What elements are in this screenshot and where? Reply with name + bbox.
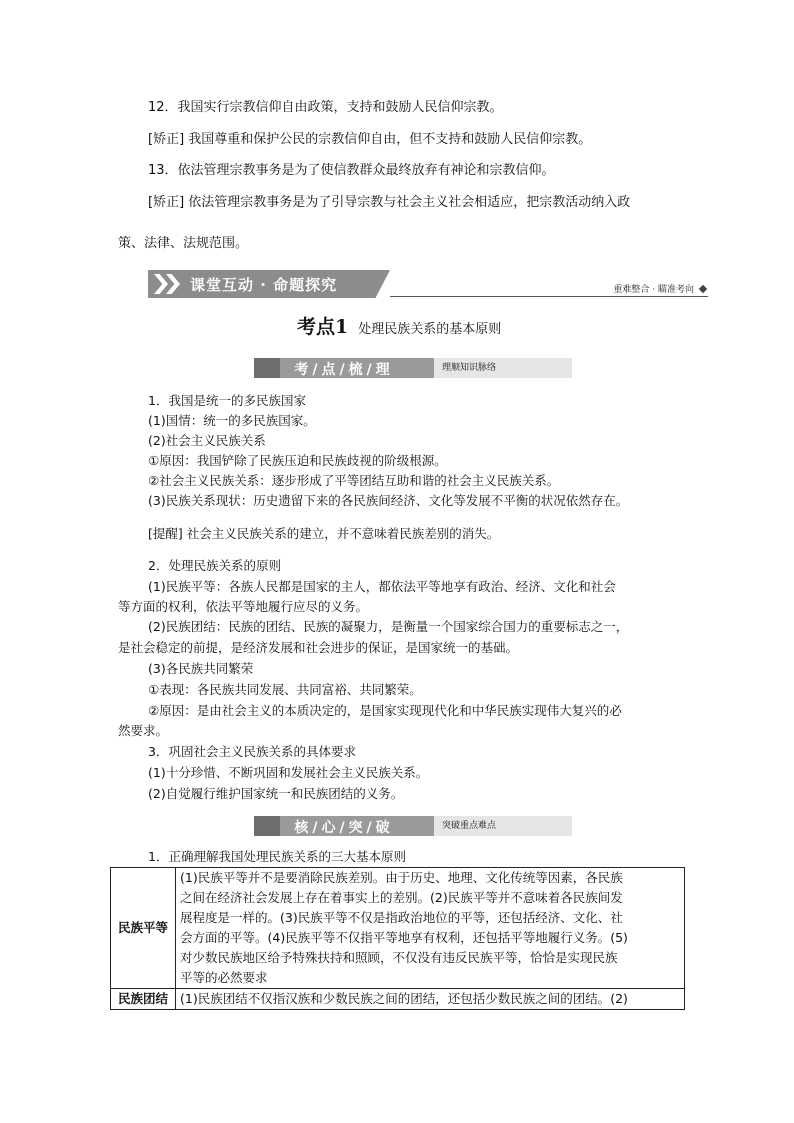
reminder-note: [提醒] 社会主义民族关系的建立，并不意味着民族差别的消失。 [148, 526, 500, 541]
section-2-line: (1)民族平等：各族人民都是国家的主人，都依法平等地享有政治、经济、文化和社会 [148, 579, 616, 594]
correction-13-line-1: [矫正] 依法管理宗教事务是为了引导宗教与社会主义社会相适应，把宗教活动纳入政 [148, 195, 631, 210]
row-content-line: 对少数民族地区给予特殊扶持和照顾，不仅没有违反民族平等，恰恰是实现民族 [180, 950, 618, 965]
section-3-line: (2)自觉履行维护国家统一和民族团结的义务。 [148, 786, 404, 801]
subsection-subtitle: 理顺知识脉络 [434, 358, 572, 378]
banner-rule [390, 296, 708, 297]
topic-heading [297, 312, 501, 339]
correction-12: [矫正] 我国尊重和保护公民的宗教信仰自由，但不支持和鼓励人民信仰宗教。 [148, 132, 592, 147]
section-2-line: ②原因：是由社会主义的本质决定的，是国家实现现代化和中华民族实现伟大复兴的必 [148, 703, 622, 718]
section-1-line: ②社会主义民族关系：逐步形成了平等团结互助和谐的社会主义民族关系。 [148, 473, 560, 488]
diamond-icon [699, 285, 707, 293]
subsection-banner-core [254, 816, 572, 836]
row-label: 民族平等 [111, 868, 176, 989]
core-heading: 1．正确理解我国处理民族关系的三大基本原则 [148, 849, 406, 864]
principles-table [110, 867, 685, 1010]
question-12: 12．我国实行宗教信仰自由政策，支持和鼓励人民信仰宗教。 [148, 100, 503, 115]
subsection-bar [254, 816, 434, 836]
section-2-line: 然要求。 [118, 723, 169, 738]
subsection-bar [254, 358, 434, 378]
table-row [111, 868, 685, 989]
section-banner [148, 270, 708, 298]
row-content [176, 989, 685, 1010]
subsection-title: 考/点/梳/理 [294, 362, 394, 378]
row-label: 民族团结 [111, 989, 176, 1010]
question-13: 13．依法管理宗教事务是为了使信教群众最终放弃有神论和宗教信仰。 [148, 163, 555, 178]
row-content-line: 平等的必然要求 [180, 970, 268, 985]
correction-13-line-2: 策、法律、法规范围。 [118, 236, 249, 251]
section-3-heading: 3．巩固社会主义民族关系的具体要求 [148, 744, 356, 759]
section-1-line: (2)社会主义民族关系 [148, 433, 266, 448]
section-3-line: (1)十分珍惜、不断巩固和发展社会主义民族关系。 [148, 765, 429, 780]
banner-title: 课堂互动 · 命题探究 [190, 276, 338, 294]
row-content-line: (1)民族团结不仅指汉族和少数民族之间的团结，还包括少数民族之间的团结。(2) [180, 991, 628, 1006]
subsection-subtitle: 突破重点难点 [434, 816, 572, 836]
row-content-line: 之间在经济社会发展上存在着事实上的差别。(2)民族平等并不意味着各民族间发 [180, 890, 623, 905]
subsection-title: 核/心/突/破 [294, 820, 394, 836]
section-1-heading: 1．我国是统一的多民族国家 [148, 393, 306, 408]
section-1-line: ①原因：我国铲除了民族压迫和民族歧视的阶级根源。 [148, 453, 447, 468]
topic-title: 处理民族关系的基本原则 [358, 322, 502, 337]
row-content-line: 展程度是一样的。(3)民族平等不仅是指政治地位的平等，还包括经济、文化、社 [180, 910, 623, 925]
section-2-line: 是社会稳定的前提，是经济发展和社会进步的保证，是国家统一的基础。 [118, 640, 519, 655]
row-content-line: (1)民族平等并不是要消除民族差别。由于历史、地理、文化传统等因素，各民族 [180, 870, 623, 885]
banner-subtitle: 重难整合 · 瞄准考向 [613, 285, 694, 295]
section-2-line: 等方面的权利，依法平等地履行应尽的义务。 [118, 599, 369, 614]
section-2-line: (3)各民族共同繁荣 [148, 661, 254, 676]
section-1-line: (3)民族关系现状：历史遗留下来的各民族间经济、文化等发展不平衡的状况依然存在。 [148, 493, 629, 508]
section-1-line: (1)国情：统一的多民族国家。 [148, 413, 316, 428]
section-2-line: ①表现：各民族共同发展、共同富裕、共同繁荣。 [148, 682, 422, 697]
section-2-line: (2)民族团结：民族的团结、民族的凝聚力，是衡量一个国家综合国力的重要标志之一， [148, 619, 629, 634]
table-row [111, 989, 685, 1010]
row-content-line: 会方面的平等。(4)民族平等不仅指平等地享有权利，还包括平等地履行义务。(5) [180, 930, 628, 945]
subsection-banner-review [254, 358, 572, 378]
section-2-heading: 2．处理民族关系的原则 [148, 558, 281, 573]
row-content [176, 868, 685, 989]
topic-label: 考点1 [297, 316, 349, 338]
